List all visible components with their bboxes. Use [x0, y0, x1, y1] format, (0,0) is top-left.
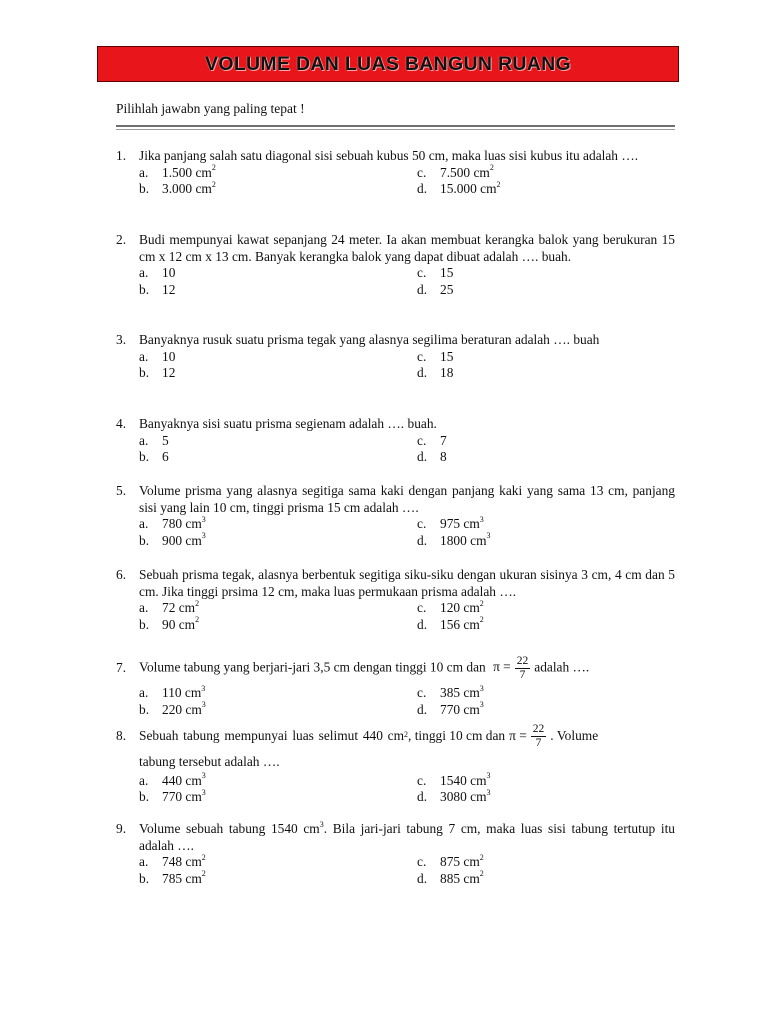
option-b[interactable] [139, 449, 417, 466]
option-letter: d. [417, 449, 428, 465]
option-value [440, 773, 491, 790]
option-letter: d. [417, 365, 428, 381]
option-a[interactable] [139, 600, 417, 617]
option-value [162, 181, 216, 198]
option-letter: d. [417, 789, 428, 805]
option-letter: c. [417, 348, 427, 364]
question-text: Volume prisma yang alasnya segitiga sama kaki dengan panjang kaki yang sama 13 cm, panjang sisi yang lain 10 cm, tinggi prisma 15 cm adalah …. [139, 483, 675, 515]
option-d[interactable] [417, 365, 675, 382]
option-text: 7 [440, 432, 447, 448]
option-b[interactable] [139, 533, 417, 550]
option-text: 220 cm [162, 701, 202, 717]
option-exponent: 3 [201, 771, 206, 781]
question-8 [116, 719, 675, 806]
option-text: 1800 cm [440, 532, 487, 548]
question-6 [116, 567, 675, 633]
question-text: Sebuah prisma tegak, alasnya berbentuk segitiga siku-siku dengan ukuran sisinya 3 cm, 4 cm dan 5 cm. Jika tinggi prsima 12 cm, maka luas permukaan prisma adalah …. [139, 567, 675, 599]
option-text: 785 cm [162, 870, 202, 886]
option-letter: c. [417, 600, 427, 616]
option-exponent: 2 [496, 179, 501, 189]
option-letter: b. [139, 365, 150, 381]
option-exponent: 2 [479, 615, 484, 625]
option-letter: b. [139, 181, 150, 197]
option-exponent: 2 [195, 598, 200, 608]
question-text-start: Volume sebuah tabung 1540 cm [139, 821, 320, 836]
option-value [162, 789, 206, 806]
question-text-end: adalah …. [534, 659, 590, 675]
option-letter: d. [417, 616, 428, 632]
question-text-line2: tabung tersebut adalah …. [139, 754, 280, 769]
option-c[interactable] [417, 349, 675, 366]
pi-label: π = [509, 727, 527, 743]
option-exponent: 2 [479, 869, 484, 879]
fraction-denominator: 7 [535, 736, 542, 749]
option-b[interactable] [139, 617, 417, 634]
fraction-numerator: 22 [516, 654, 529, 667]
option-text: 3.000 cm [162, 181, 212, 197]
option-letter: a. [139, 348, 149, 364]
option-d[interactable] [417, 617, 675, 634]
option-value [162, 773, 206, 790]
option-text: 3080 cm [440, 789, 487, 805]
option-value [162, 617, 199, 634]
option-value [162, 600, 199, 617]
answer-options [139, 773, 675, 806]
option-value [162, 854, 206, 871]
question-text-mid: , tinggi 10 cm dan [408, 727, 506, 743]
option-exponent: 3 [486, 771, 491, 781]
option-c[interactable] [417, 165, 675, 182]
option-letter: c. [417, 685, 427, 700]
question-number: 3. [116, 332, 127, 347]
option-a[interactable] [139, 165, 417, 182]
option-letter: a. [139, 265, 149, 281]
instruction-text: Pilihlah jawabn yang paling tepat ! [116, 101, 305, 116]
option-c[interactable] [417, 854, 675, 871]
question-9 [116, 821, 675, 887]
option-letter: b. [139, 281, 150, 297]
option-exponent: 2 [479, 852, 484, 862]
option-exponent: 2 [201, 869, 206, 879]
option-a[interactable] [139, 349, 417, 366]
option-exponent: 2 [195, 615, 200, 625]
answer-options [139, 685, 675, 718]
option-letter: a. [139, 164, 149, 180]
option-value [440, 165, 494, 182]
option-letter: b. [139, 870, 150, 886]
option-exponent: 2 [211, 163, 216, 173]
option-text: 15.000 cm [440, 181, 497, 197]
option-value [440, 702, 484, 719]
question-number-spacer [116, 754, 139, 771]
question-text: Banyaknya rusuk suatu prisma tegak yang alasnya segilima beraturan adalah …. buah [139, 332, 600, 347]
option-letter: a. [139, 772, 149, 788]
answer-options [139, 165, 675, 198]
option-value [162, 702, 206, 719]
answer-options [139, 854, 675, 887]
option-value [162, 165, 216, 182]
option-a[interactable] [139, 265, 417, 282]
fraction-22-over-7 [531, 723, 547, 750]
option-text: 885 cm [440, 870, 480, 886]
option-value [162, 871, 206, 888]
option-letter: d. [417, 532, 428, 548]
option-d[interactable] [417, 533, 675, 550]
option-letter: d. [417, 281, 428, 297]
question-text: Sebuah tabung mempunyai luas selimut 440 cm $^2$ , tinggi 10 cm dan π = $\frac{22}{7}$ . Volume [139, 722, 599, 749]
option-text: 748 cm [162, 854, 202, 870]
option-text: 110 cm [162, 685, 202, 700]
option-exponent: 3 [479, 683, 484, 693]
question-number: 8. [116, 727, 127, 743]
option-text: 780 cm [162, 516, 202, 532]
option-text: 12 [162, 365, 176, 381]
option-letter: c. [417, 164, 427, 180]
question-5 [116, 483, 675, 549]
option-text: 25 [440, 281, 454, 297]
option-d[interactable] [417, 702, 675, 719]
option-exponent: 3 [201, 700, 206, 710]
option-letter: b. [139, 789, 150, 805]
option-value [440, 789, 491, 806]
option-b[interactable] [139, 282, 417, 299]
option-exponent: 2 [489, 163, 494, 173]
answer-options [139, 516, 675, 549]
fraction-22-over-7 [515, 655, 531, 682]
option-text: 8 [440, 449, 447, 465]
option-text: 1.500 cm [162, 164, 212, 180]
answer-options [139, 600, 675, 633]
option-exponent: 2 [479, 598, 484, 608]
option-letter: c. [417, 854, 427, 870]
option-value [440, 871, 484, 888]
option-text: 5 [162, 432, 169, 448]
divider-line-thin [116, 129, 675, 130]
option-a[interactable] [139, 433, 417, 450]
option-a[interactable] [139, 516, 417, 533]
option-exponent: 3 [201, 787, 206, 797]
option-text: 770 cm [162, 789, 202, 805]
answer-options [139, 265, 675, 298]
question-text [139, 655, 589, 682]
question-text: Jika panjang salah satu diagonal sisi sebuah kubus 50 cm, maka luas sisi kubus itu adalah …. [139, 148, 639, 163]
option-exponent: 2 [211, 179, 216, 189]
option-value [440, 854, 484, 871]
option-b[interactable] [139, 365, 417, 382]
option-text: 72 cm [162, 600, 196, 616]
option-letter: d. [417, 701, 428, 717]
option-d[interactable] [417, 789, 675, 806]
option-c[interactable] [417, 265, 675, 282]
option-text: 10 [162, 348, 176, 364]
option-text: 1540 cm [440, 772, 487, 788]
question-text-end: . Volume [550, 727, 599, 743]
question-number: 5. [116, 483, 127, 498]
option-exponent: 3 [201, 683, 206, 693]
option-a[interactable] [139, 773, 417, 790]
option-exponent: 2 [201, 852, 206, 862]
option-value [440, 600, 484, 617]
option-text: 12 [162, 281, 176, 297]
answer-options [139, 349, 675, 382]
option-text: 385 cm [440, 685, 480, 700]
option-text: 7.500 cm [440, 164, 490, 180]
question-text: Banyaknya sisi suatu prisma segienam adalah …. buah. [139, 416, 437, 431]
option-letter: a. [139, 432, 149, 448]
option-c[interactable] [417, 433, 675, 450]
option-exponent: 3 [486, 787, 491, 797]
option-letter: a. [139, 516, 149, 532]
option-exponent: 3 [201, 531, 206, 541]
option-text: 18 [440, 365, 454, 381]
option-value [440, 685, 484, 702]
option-value [162, 533, 206, 550]
option-value [440, 533, 491, 550]
option-exponent: 3 [201, 514, 206, 524]
option-letter: c. [417, 772, 427, 788]
option-text: 875 cm [440, 854, 480, 870]
question-exponent: 3 [319, 819, 324, 829]
question-text: Budi mempunyai kawat sepanjang 24 meter. Ia akan membuat kerangka balok yang berukuran 15 cm x 12 cm x 13 cm. Banyak kerangka balok yang dapat dibuat adalah …. buah. [139, 232, 675, 264]
option-letter: b. [139, 532, 150, 548]
option-text: 10 [162, 265, 176, 281]
question-number: 2. [116, 232, 127, 247]
question-text-start: Sebuah tabung mempunyai luas selimut 440 cm [139, 727, 405, 743]
answer-options [139, 433, 675, 466]
option-letter: c. [417, 516, 427, 532]
option-b[interactable] [139, 181, 417, 198]
option-value [440, 181, 501, 198]
question-number: 1. [116, 148, 127, 163]
option-text: 15 [440, 265, 454, 281]
option-b[interactable] [139, 702, 417, 719]
option-text: 156 cm [440, 616, 480, 632]
option-b[interactable] [139, 871, 417, 888]
option-text: 15 [440, 348, 454, 364]
option-text: 440 cm [162, 772, 202, 788]
question-number: 4. [116, 416, 127, 431]
option-letter: d. [417, 870, 428, 886]
page-title: VOLUME DAN LUAS BANGUN RUANG [205, 52, 571, 75]
question-2 [116, 232, 675, 298]
option-b[interactable] [139, 789, 417, 806]
option-c[interactable] [417, 685, 675, 702]
fraction-numerator: 22 [532, 722, 545, 735]
option-exponent: 3 [486, 531, 491, 541]
option-letter: a. [139, 600, 149, 616]
question-number: 9. [116, 821, 127, 836]
option-d[interactable] [417, 871, 675, 888]
pi-label: π = [493, 659, 511, 675]
option-d[interactable] [417, 181, 675, 198]
question-1 [116, 148, 675, 198]
option-value [162, 685, 205, 702]
option-text: 770 cm [440, 701, 480, 717]
option-letter: d. [417, 181, 428, 197]
question-4 [116, 416, 675, 466]
option-d[interactable] [417, 282, 675, 299]
option-text: 975 cm [440, 516, 480, 532]
question-number: 6. [116, 567, 127, 582]
option-text: 900 cm [162, 532, 202, 548]
option-c[interactable] [417, 773, 675, 790]
question-7 [116, 652, 675, 718]
option-value [440, 516, 484, 533]
divider-line [116, 125, 675, 127]
option-text: 90 cm [162, 616, 196, 632]
question-number: 7. [116, 659, 127, 675]
option-exponent: 3 [479, 514, 484, 524]
option-letter: c. [417, 265, 427, 281]
option-letter: a. [139, 854, 149, 870]
option-a[interactable] [139, 854, 417, 871]
option-d[interactable] [417, 449, 675, 466]
option-letter: b. [139, 616, 150, 632]
fraction-denominator: 7 [519, 668, 526, 681]
option-c[interactable] [417, 516, 675, 533]
option-letter: b. [139, 449, 150, 465]
option-text: 120 cm [440, 600, 480, 616]
option-text: 6 [162, 449, 169, 465]
option-letter: b. [139, 701, 150, 717]
option-value [440, 617, 484, 634]
option-letter: c. [417, 432, 427, 448]
question-text-end: . Bila jari-jari tabung 7 cm, maka luas sisi tabung tertutup itu adalah …. [139, 821, 675, 853]
title-banner [97, 46, 679, 82]
question-text [139, 821, 675, 854]
option-letter: a. [139, 685, 149, 700]
question-text-start: Volume tabung yang berjari-jari 3,5 cm dengan tinggi 10 cm dan [139, 659, 486, 675]
question-3 [116, 332, 675, 382]
option-a[interactable] [139, 685, 417, 702]
option-c[interactable] [417, 600, 675, 617]
option-exponent: 3 [479, 700, 484, 710]
option-value [162, 516, 206, 533]
